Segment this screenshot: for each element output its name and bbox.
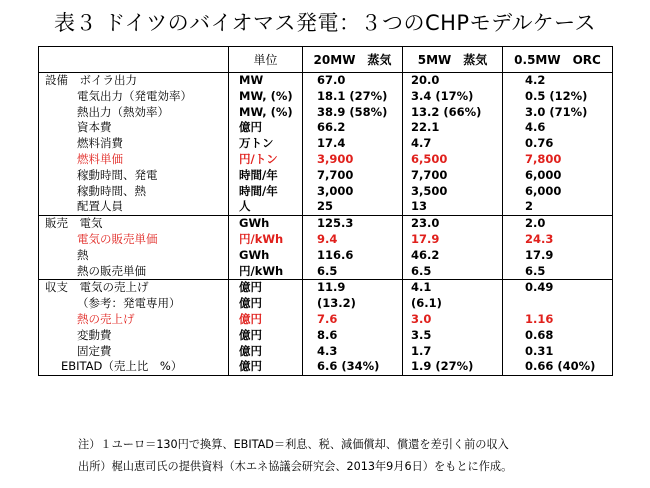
equipment-section: [39, 73, 613, 216]
value-05mw: 2.0: [525, 216, 546, 231]
row-label: 資本費: [77, 120, 112, 135]
row-unit: 億円: [239, 343, 262, 358]
value-5mw: 3.5: [411, 327, 432, 342]
header-unit: 単位: [229, 47, 303, 73]
row-label: 電気出力（発電効率）: [77, 88, 192, 103]
value-5mw: 7,700: [411, 167, 448, 182]
value-5mw: 17.9: [411, 231, 440, 246]
value-20mw-cell: [303, 280, 403, 376]
row-unit: GWh: [239, 216, 270, 231]
footnotes: [78, 434, 512, 478]
value-05mw: 6.5: [525, 263, 546, 278]
balance-section: [39, 280, 613, 376]
value-5mw: 4.7: [411, 136, 432, 151]
value-5mw: 13.2 (66%): [411, 104, 482, 119]
row-label: 固定費: [77, 343, 112, 358]
row-label: 熱: [77, 247, 89, 262]
value-20mw: 7,700: [317, 167, 354, 182]
row-unit: 億円: [239, 327, 262, 342]
value-05mw: 4.6: [525, 120, 546, 135]
value-05mw-cell: [503, 280, 613, 376]
row-unit: MW, (%): [239, 88, 293, 103]
value-5mw: 4.1: [411, 280, 432, 295]
row-label: 稼動時間、熱: [77, 183, 146, 198]
value-5mw: 6,500: [411, 151, 448, 166]
value-05mw: 0.68: [525, 327, 554, 342]
page-title: 表３ ドイツのバイオマス発電：３つのCHPモデルケース: [53, 11, 597, 35]
value-05mw: 0.5 (12%): [525, 88, 588, 103]
value-20mw: 25: [317, 199, 334, 214]
value-05mw: 24.3: [525, 231, 554, 246]
footnote-exchange: 注）１ユーロ＝130円で換算、EBITAD＝利息、税、減価償却、償還を差引く前の収入: [78, 438, 509, 451]
value-5mw: 46.2: [411, 247, 440, 262]
row-unit: 時間/年: [239, 167, 278, 182]
row-label: 熱の売上げ: [77, 311, 135, 326]
value-20mw-cell: [303, 73, 403, 216]
row-unit: 億円: [239, 120, 262, 135]
value-05mw: 0.76: [525, 136, 554, 151]
value-5mw: 3.0: [411, 311, 432, 326]
value-5mw: (6.1): [411, 296, 442, 311]
value-05mw: 6,000: [525, 183, 562, 198]
value-20mw: 67.0: [317, 73, 346, 87]
value-20mw: 7.6: [317, 311, 338, 326]
row-label: 熱の販売単価: [77, 263, 146, 278]
value-5mw-cell: [403, 216, 503, 280]
value-20mw: 66.2: [317, 120, 346, 135]
header-5mw: 5MW 蒸気: [403, 47, 503, 73]
row-unit: 万トン: [239, 136, 274, 151]
value-5mw: 6.5: [411, 263, 432, 278]
row-label: 稼動時間、発電: [77, 167, 158, 182]
value-20mw: (13.2): [317, 296, 356, 311]
row-label-cell: [39, 216, 229, 280]
row-label-cell: [39, 280, 229, 376]
value-5mw: 1.9 (27%): [411, 359, 474, 374]
row-unit: 円/トン: [239, 151, 278, 166]
value-20mw: 116.6: [317, 247, 354, 262]
row-label-cell: [39, 73, 229, 216]
footnote-source: 出所）梶山恵司氏の提供資料（木エネ協議会研究会、2013年9月6日）をもとに作成。: [78, 460, 513, 473]
row-label: 燃料消費: [77, 136, 123, 151]
row-unit: MW: [239, 73, 264, 87]
value-5mw: 3,500: [411, 183, 448, 198]
value-5mw: 13: [411, 199, 428, 214]
header-20mw: 20MW 蒸気: [303, 47, 403, 73]
row-label: 販売 電気: [45, 216, 103, 231]
value-5mw: 20.0: [411, 73, 440, 87]
row-label: 燃料単価: [77, 151, 123, 166]
row-unit-cell: [229, 216, 303, 280]
value-20mw: 4.3: [317, 343, 338, 358]
header-blank: [39, 47, 229, 73]
value-5mw: 23.0: [411, 216, 440, 231]
value-20mw: 125.3: [317, 216, 354, 231]
value-5mw: 3.4 (17%): [411, 88, 474, 103]
value-05mw: 7,800: [525, 151, 562, 166]
row-unit: 億円: [239, 311, 262, 326]
value-05mw-cell: [503, 216, 613, 280]
row-label: 熱出力（熱効率）: [77, 104, 169, 119]
value-20mw: 18.1 (27%): [317, 88, 388, 103]
value-05mw: [503, 296, 612, 312]
value-5mw: 22.1: [411, 120, 440, 135]
value-05mw: 3.0 (71%): [525, 104, 588, 119]
value-05mw-cell: [503, 73, 613, 216]
value-20mw: 8.6: [317, 327, 338, 342]
row-unit: 円/kWh: [239, 231, 284, 246]
row-label: 電気の販売単価: [77, 231, 158, 246]
value-05mw: 0.66 (40%): [525, 359, 596, 374]
value-5mw-cell: [403, 280, 503, 376]
row-unit-cell: [229, 280, 303, 376]
value-20mw: 3,900: [317, 151, 354, 166]
chp-table: [38, 46, 613, 376]
row-label: 変動費: [77, 327, 112, 342]
row-unit: GWh: [239, 247, 270, 262]
row-unit: 億円: [239, 296, 262, 311]
table-header-row: [39, 47, 613, 73]
value-20mw: 11.9: [317, 280, 346, 295]
value-20mw: 9.4: [317, 231, 338, 246]
row-unit: 億円: [239, 280, 262, 295]
value-20mw: 6.5: [317, 263, 338, 278]
row-unit: 人: [239, 199, 251, 214]
value-05mw: 1.16: [525, 311, 554, 326]
value-20mw-cell: [303, 216, 403, 280]
row-unit: 時間/年: [239, 183, 278, 198]
row-unit: MW, (%): [239, 104, 293, 119]
row-unit: 億円: [239, 359, 262, 374]
row-unit-cell: [229, 73, 303, 216]
value-20mw: 38.9 (58%): [317, 104, 388, 119]
value-20mw: 17.4: [317, 136, 346, 151]
value-05mw: 17.9: [525, 247, 554, 262]
value-05mw: 0.49: [525, 280, 554, 295]
value-5mw-cell: [403, 73, 503, 216]
value-05mw: 6,000: [525, 167, 562, 182]
row-label: （参考：発電専用）: [77, 296, 181, 311]
sales-section: [39, 216, 613, 280]
value-05mw: 4.2: [525, 73, 546, 87]
row-label: 収支 電気の売上げ: [45, 280, 149, 295]
value-20mw: 3,000: [317, 183, 354, 198]
row-unit: 円/kWh: [239, 263, 284, 278]
value-5mw: 1.7: [411, 343, 432, 358]
row-label: 設備 ボイラ出力: [45, 73, 137, 87]
header-05mw: 0.5MW ORC: [503, 47, 613, 73]
value-05mw: 0.31: [525, 343, 554, 358]
value-20mw: 6.6 (34%): [317, 359, 380, 374]
row-label: 配置人員: [77, 199, 123, 214]
value-05mw: 2: [525, 199, 534, 214]
row-label: EBITAD（売上比 %）: [61, 359, 183, 374]
